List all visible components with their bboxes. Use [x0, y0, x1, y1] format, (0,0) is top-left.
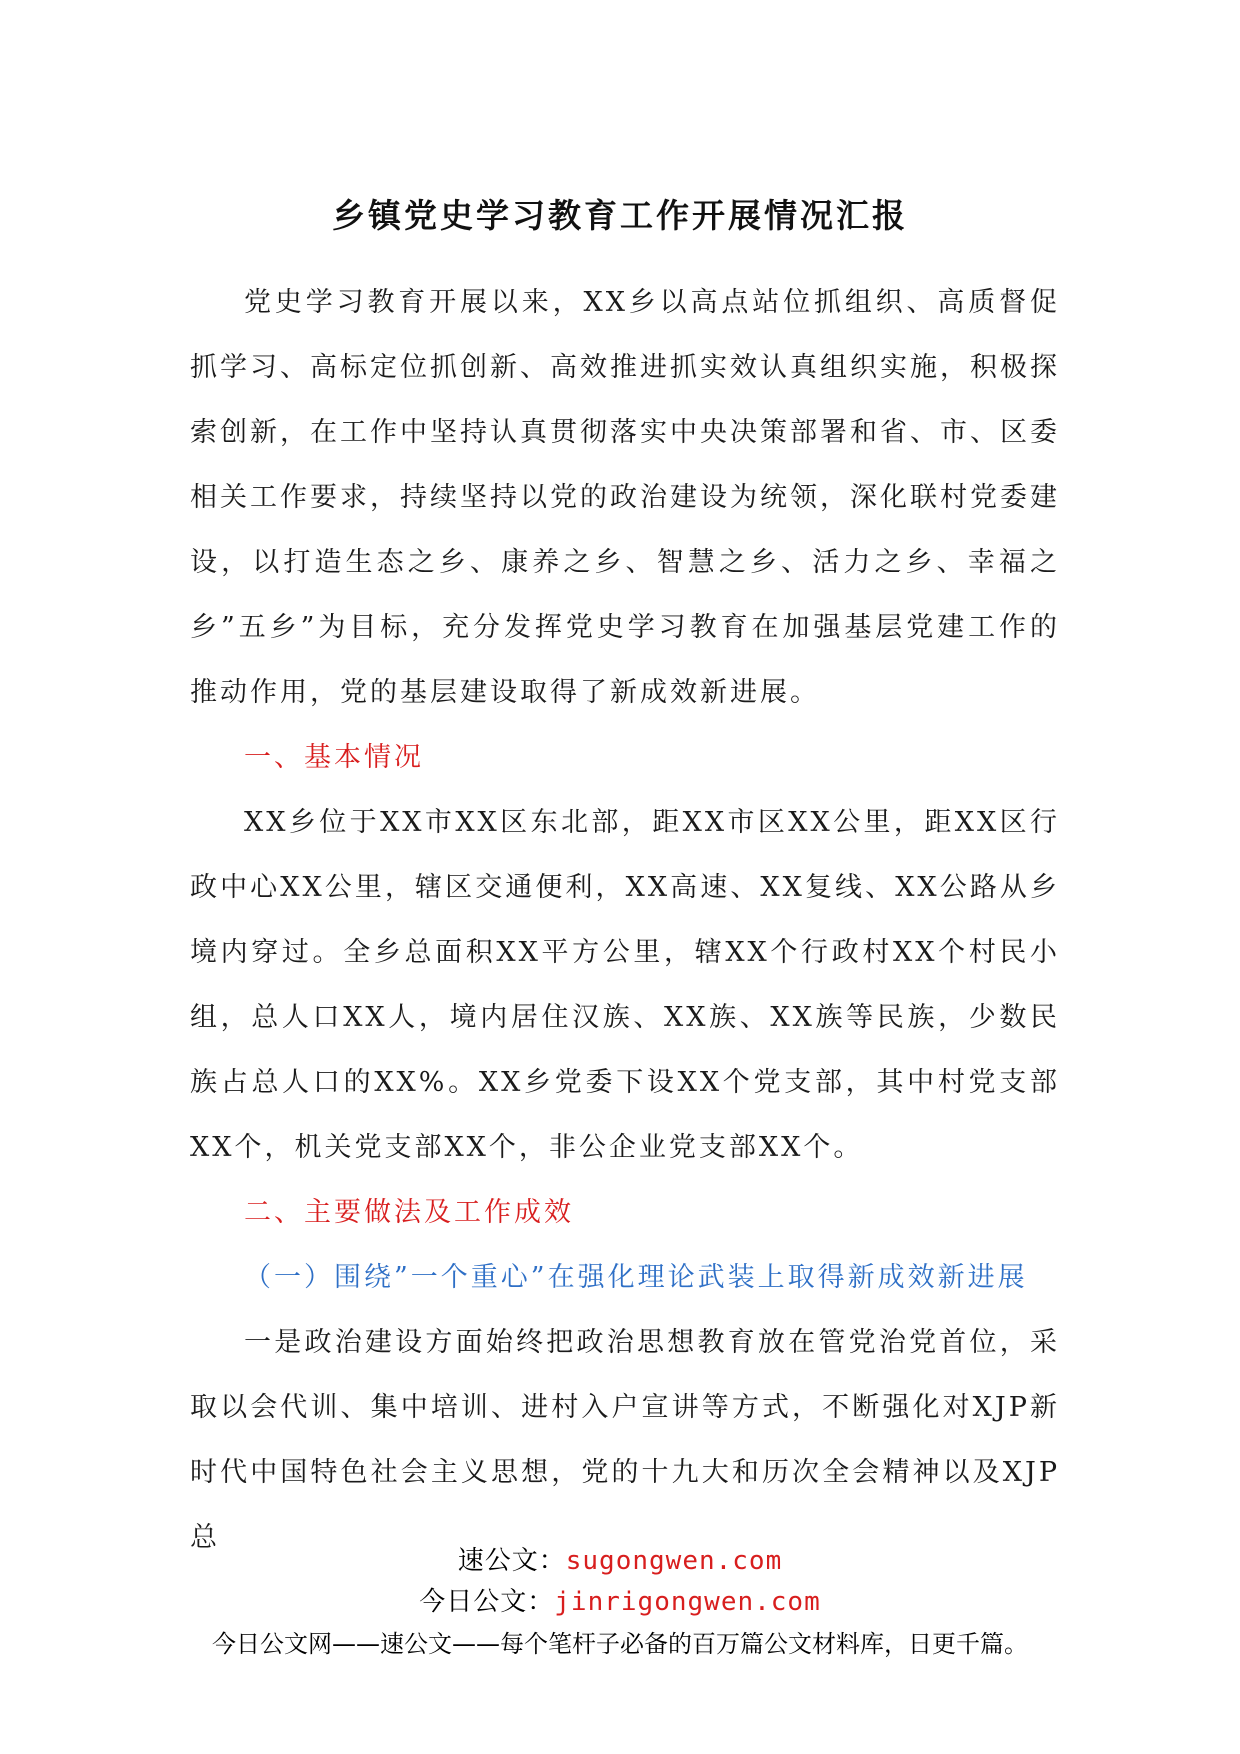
intro-paragraph: 党史学习教育开展以来，XX乡以高点站位抓组织、高质督促抓学习、高标定位抓创新、高效推进抓实效认真组织实施，积极探索创新，在工作中坚持认真贯彻落实中央决策部署和省、市、区委相关工作要求，持续坚持以党的政治建设为统领，深化联村党委建设，以打造生态之乡、康养之乡、智慧之乡、活力之乡、幸福之乡”五乡”为目标，充分发挥党史学习教育在加强基层党建工作的推动作用，党的基层建设取得了新成效新进展。	[190, 287, 1060, 708]
section-heading-basic-situation: 一、基本情况	[244, 742, 424, 773]
footer-site-line-2	[0, 1581, 1240, 1618]
subsection-heading-one-focus: （一）围绕”一个重心”在强化理论武装上取得新成效新进展	[244, 1262, 1028, 1293]
document-body	[190, 270, 1060, 1570]
footer-slogan: 今日公文网——速公文——每个笔杆子必备的百万篇公文材料库，日更千篇。	[212, 1630, 1028, 1658]
footer-link-jinrigongwen[interactable]: jinrigongwen.com	[554, 1587, 821, 1617]
footer-label-1: 速公文：	[457, 1546, 566, 1576]
document-title: 乡镇党史学习教育工作开展情况汇报	[332, 196, 908, 235]
footer-label-2: 今日公文：	[419, 1587, 555, 1617]
section-heading-main-practices: 二、主要做法及工作成效	[244, 1197, 574, 1228]
political-building-paragraph: 一是政治建设方面始终把政治思想教育放在管党治党首位，采取以会代训、集中培训、进村入户宣讲等方式，不断强化对XJP新时代中国特色社会主义思想，党的十九大和历次全会精神以及XJP总	[190, 1327, 1060, 1553]
footer-site-line-1	[0, 1540, 1240, 1577]
basic-situation-paragraph: XX乡位于XX市XX区东北部，距XX市区XX公里，距XX区行政中心XX公里，辖区交通便利，XX高速、XX复线、XX公路从乡境内穿过。全乡总面积XX平方公里，辖XX个行政村XX个村民小组，总人口XX人，境内居住汉族、XX族、XX族等民族，少数民族占总人口的XX%。XX乡党委下设XX个党支部，其中村党支部XX个，机关党支部XX个，非公企业党支部XX个。	[190, 807, 1060, 1163]
footer-link-sugongwen[interactable]: sugongwen.com	[565, 1546, 783, 1576]
